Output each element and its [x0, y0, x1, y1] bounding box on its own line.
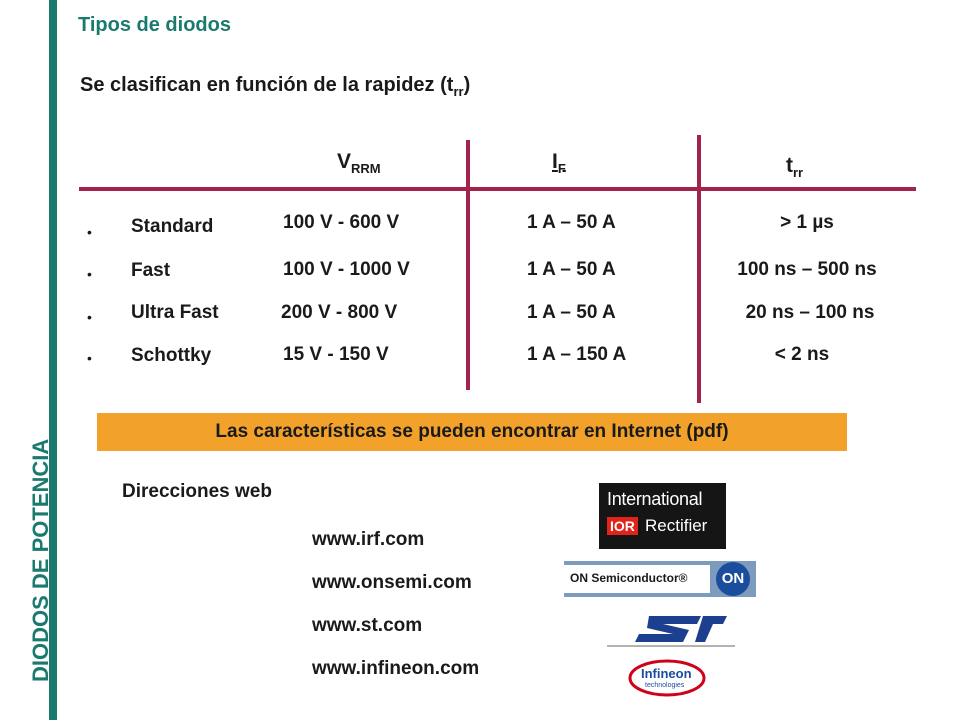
infineon-logo-text: Infineon	[641, 666, 692, 681]
web-section-title: Direcciones web	[122, 481, 272, 502]
info-banner	[97, 413, 847, 451]
diode-type: Schottky	[131, 345, 212, 366]
header-trr-sub: rr	[793, 165, 804, 181]
if-value: 1 A – 50 A	[527, 259, 616, 280]
if-value: 1 A – 50 A	[527, 302, 616, 323]
trr-value: 20 ns – 100 ns	[745, 302, 875, 323]
infineon-logo	[627, 658, 707, 698]
if-value: 1 A – 150 A	[527, 344, 627, 365]
onsemi-logo-text: ON Semiconductor®	[570, 571, 688, 585]
diode-type: Ultra Fast	[131, 302, 219, 323]
bullet: •	[87, 350, 92, 366]
info-banner-text: Las características se pueden encontrar en Internet (pdf)	[215, 421, 729, 442]
header-vrrm	[337, 150, 381, 176]
table-header-rule	[79, 187, 916, 191]
diode-type: Fast	[131, 260, 171, 281]
header-if	[552, 150, 566, 176]
onsemi-logo-badge: ON	[716, 562, 750, 596]
diode-type: Standard	[131, 216, 214, 237]
subtitle-sub: rr	[453, 84, 464, 99]
vrrm-value: 100 V - 1000 V	[283, 259, 410, 280]
irf-logo-line2: Rectifier	[645, 516, 708, 535]
irf-logo-mark: IOR	[607, 517, 638, 535]
sidebar-title: DIODOS DE POTENCIA	[28, 438, 53, 682]
irf-logo	[599, 483, 726, 549]
trr-value: > 1 µs	[780, 212, 834, 233]
header-if-main: I	[552, 150, 558, 173]
if-value: 1 A – 50 A	[527, 212, 616, 233]
bullet: •	[87, 224, 92, 240]
infineon-logo-sub: technologies	[645, 682, 685, 689]
vrrm-value: 100 V - 600 V	[283, 212, 400, 233]
url-link[interactable]: www.infineon.com	[312, 658, 480, 679]
trr-value: < 2 ns	[774, 344, 830, 365]
subtitle	[80, 74, 470, 99]
bullet: •	[87, 266, 92, 282]
header-vrrm-sub: RRM	[351, 161, 381, 177]
irf-logo-line1: International	[607, 489, 703, 509]
url-link[interactable]: www.st.com	[312, 615, 423, 636]
header-trr	[786, 154, 803, 180]
st-logo-shape	[605, 610, 737, 648]
table-column-rule-1	[466, 140, 470, 390]
bullet: •	[87, 309, 92, 325]
header-if-sub: F	[557, 161, 566, 177]
header-vrrm-main: V	[337, 150, 352, 173]
st-logo	[605, 610, 737, 648]
vrrm-value: 200 V - 800 V	[281, 302, 398, 323]
subtitle-close: )	[463, 74, 471, 96]
onsemi-logo	[564, 561, 756, 597]
header-trr-main: t	[786, 154, 793, 177]
url-link[interactable]: www.irf.com	[312, 529, 425, 550]
trr-value: 100 ns – 500 ns	[737, 259, 877, 280]
vrrm-value: 15 V - 150 V	[283, 344, 389, 365]
subtitle-text: Se clasifican en función de la rapidez (t	[80, 74, 454, 96]
url-link[interactable]: www.onsemi.com	[312, 572, 472, 593]
page-title: Tipos de diodos	[78, 14, 231, 36]
